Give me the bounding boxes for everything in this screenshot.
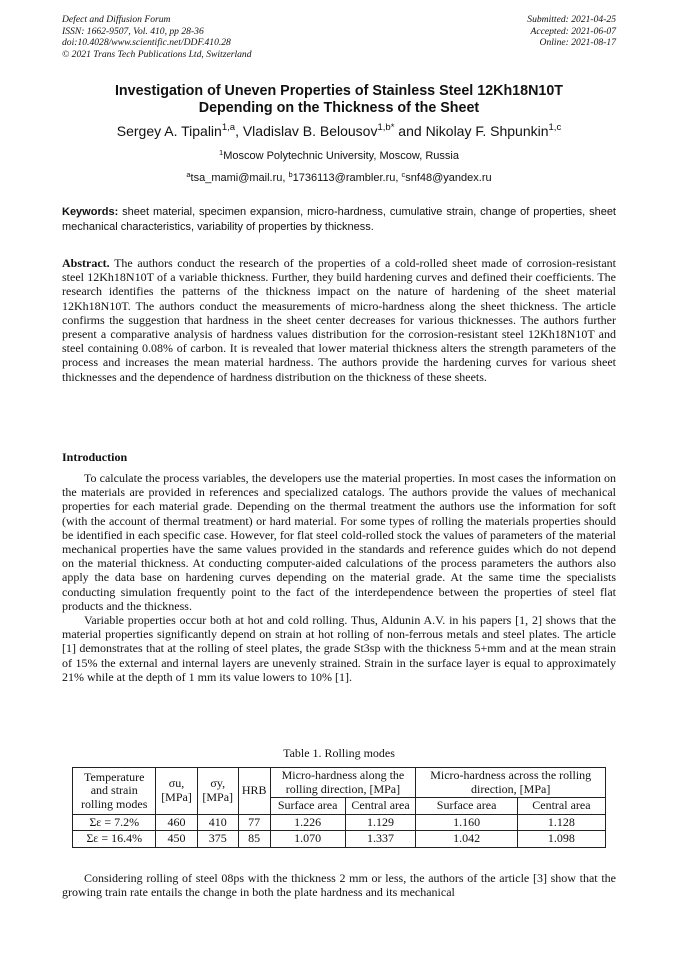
cell-mode: Σε = 16.4% [73, 831, 156, 848]
cell-across-central: 1.128 [517, 814, 605, 831]
header-sigma-y [197, 768, 238, 815]
email-marker: b [288, 170, 293, 180]
journal-name: Defect and Diffusion Forum [62, 14, 171, 25]
abstract-label: Abstract. [62, 256, 110, 270]
header-sigma-u-unit: [MPa] [161, 789, 192, 804]
author-separator: and [394, 123, 426, 139]
email-address[interactable]: tsa_mami@mail.ru, [190, 172, 289, 184]
email-address[interactable]: snf48@yandex.ru [405, 172, 492, 184]
doi: doi:10.4028/www.scientific.net/DDF.410.28 [62, 37, 231, 48]
header-micro-hardness-across: Micro-hardness across the rolling direction, [MPa] [416, 768, 606, 798]
copyright: © 2021 Trans Tech Publications Ltd, Switzerland [62, 48, 252, 60]
rolling-modes-table [72, 767, 606, 848]
cell-across-surface: 1.042 [416, 831, 517, 848]
table-caption: Table 1. Rolling modes [283, 746, 395, 760]
paragraph: To calculate the process variables, the developers use the material properties. In most cases the information on the materials are provided in references and specialized catalogs. The authors provide the values of mechanical properties for each material grade. Depending on the thermal treatment the authors use the information for soft (with the account of thermal treatment) or hard material. For some types of rolling the materials properties should be identified in each specific case. However, for flat steel cold-rolled stock the values of parameters of the material mechanical properties have the same values provided in the standards and reference guides which do not depend on the material thickness. At conducting computer-aided calculations of the process parameters the authors also apply the data base on hardening curves depending on the material grade. At the same time the specialists conducting simulation frequently point to the fact of the interdependence between the properties of steel flat products and the thickness. [62, 471, 616, 613]
table-row [73, 814, 606, 831]
author-affil-marker: 1,a [221, 121, 236, 133]
submitted-date: Submitted: 2021-04-25 [527, 14, 616, 25]
email-list [62, 171, 616, 185]
affiliation-marker: 1 [219, 148, 224, 158]
header-temperature-strain: Temperature and strain rolling modes [73, 768, 156, 815]
cell-across-surface: 1.160 [416, 814, 517, 831]
paper-title [62, 83, 616, 117]
author-list [62, 122, 616, 140]
author-separator: , [235, 123, 243, 139]
header-across-central: Central area [517, 798, 605, 815]
header-sigma-y-unit: [MPa] [202, 789, 234, 804]
cell-mode: Σε = 7.2% [73, 814, 156, 831]
cell-hrb: 85 [238, 831, 270, 848]
header-across-surface: Surface area [416, 798, 517, 815]
introduction-body [62, 471, 616, 684]
author-name: Nikolay F. Shpunkin [425, 123, 549, 139]
author-affil-marker: 1,b* [377, 121, 395, 133]
title-line-1: Investigation of Uneven Properties of Stainless Steel 12Kh18N10T [114, 83, 564, 99]
journal-info [62, 14, 252, 60]
cell-sigma-y: 375 [197, 831, 238, 848]
online-date: Online: 2021-08-17 [539, 37, 616, 48]
header-hrb: HRB [238, 768, 270, 815]
paragraph: Variable properties occur both at hot and cold rolling. Thus, Aldunin A.V. in his papers [1, 2] shows that the material properties significantly depend on strain at hot rolling of non-ferrous metals and steel plates. The article [1] demonstrates that at the rolling of steel plates, the grade St3sp with the thickness 5+mm and at the mean strain of 15% the external and internal layers are unevenly strained. Strain in the surface layer is equal to approximately 21% while at the depth of 1 mm its value lowers to 10% [1]. [62, 613, 616, 684]
author-affil-marker: 1,c [548, 121, 562, 133]
keywords-label: Keywords: [62, 206, 119, 218]
header-along-central: Central area [345, 798, 416, 815]
header-sigma-u [156, 768, 197, 815]
accepted-date: Accepted: 2021-06-07 [530, 25, 616, 37]
issn: ISSN: 1662-9507, Vol. 410, pp 28-36 [62, 25, 204, 37]
table-row [73, 831, 606, 848]
cell-sigma-u: 460 [156, 814, 197, 831]
header-micro-hardness-along: Micro-hardness along the rolling direction, [MPa] [270, 768, 416, 798]
email-marker: c [401, 170, 406, 180]
email-address[interactable]: 1736113@rambler.ru, [292, 172, 402, 184]
affiliation-text: Moscow Polytechnic University, Moscow, Russia [223, 150, 459, 162]
publication-dates [527, 14, 616, 49]
header-sigma-u-symbol: σu, [168, 776, 185, 791]
keywords-text: sheet material, specimen expansion, micro-hardness, cumulative strain, change of properties, sheet mechanical characteristics, variability of properties by thickness. [62, 206, 616, 233]
keywords [62, 205, 616, 235]
header-along-surface: Surface area [270, 798, 345, 815]
cell-hrb: 77 [238, 814, 270, 831]
cell-sigma-y: 410 [197, 814, 238, 831]
abstract [62, 256, 616, 384]
paragraph: Considering rolling of steel 08ps with the thickness 2 mm or less, the authors of the article [3] show that the growing train rate entails the change in both the plate hardness and its mechanical [62, 871, 616, 900]
author-name: Sergey A. Tipalin [116, 123, 222, 139]
author-name: Vladislav B. Belousov [242, 123, 378, 139]
cell-along-surface: 1.070 [270, 831, 345, 848]
cell-along-central: 1.337 [345, 831, 416, 848]
title-line-2: Depending on the Thickness of the Sheet [198, 100, 480, 116]
cell-across-central: 1.098 [517, 831, 605, 848]
abstract-text: The authors conduct the research of the properties of a cold-rolled sheet made of corrosion-resistant steel 12Kh18N10T of a variable thickness. Further, they build hardening curves and defined their coefficients. The research identifies the patterns of the thickness impact on the nature of hardening of the sheet material 12Kh18N10T. The authors conduct the measurements of micro-hardness along the sheet thickness. The article confirms the suggestion that hardness in the sheet center decreases for various thicknesses. The authors further present a comparative analysis of hardness values distribution for the corrosion-resistant steel 12Kh18N10T and steel containing 0.08% of carbon. It is revealed that lower material thickness alters the strength parameters of the process and increases the mean material hardness. The authors provide the hardening curves for various sheet thicknesses and the dependence of hardness distribution on the thickness of these sheets. [62, 256, 616, 384]
post-table-text [62, 871, 616, 899]
header-sigma-y-symbol: σy, [210, 776, 226, 791]
email-marker: a [186, 170, 191, 180]
cell-sigma-u: 450 [156, 831, 197, 848]
section-heading-introduction: Introduction [62, 450, 128, 464]
table-header-row [73, 768, 606, 798]
affiliation [62, 149, 616, 163]
cell-along-central: 1.129 [345, 814, 416, 831]
cell-along-surface: 1.226 [270, 814, 345, 831]
